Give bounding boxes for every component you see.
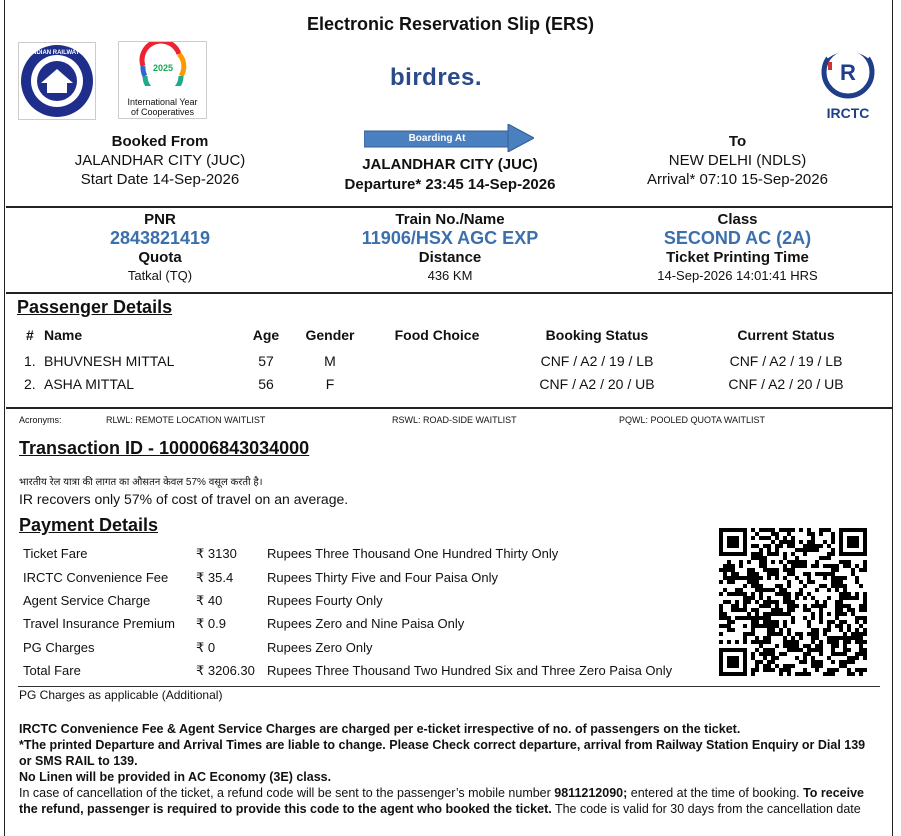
payment-amount: ₹ 3130 [196, 546, 237, 561]
acronym-rlwl: RLWL: REMOTE LOCATION WAITLIST [106, 415, 266, 425]
hindi-note: भारतीय रेल यात्रा की लागत का औसतन केवल 57% वसूल करती है। [19, 477, 263, 488]
coop-year: 2025 [152, 63, 174, 73]
train-label: Train No./Name [395, 211, 505, 228]
irctc-logo [816, 42, 880, 121]
col-current-status: Current Status [737, 327, 835, 343]
cooperatives-logo [118, 41, 207, 119]
boarding-block [320, 156, 580, 193]
payment-words: Rupees Thirty Five and Four Paisa Only [267, 570, 498, 585]
payment-label: IRCTC Convenience Fee [23, 570, 169, 585]
start-date: Start Date 14-Sep-2026 [80, 171, 240, 188]
payment-label: Total Fare [23, 663, 81, 678]
passenger-gender: F [325, 376, 335, 392]
payment-amount: ₹ 0 [196, 640, 216, 655]
printing-value: 14-Sep-2026 14:01:41 HRS [657, 268, 818, 283]
col-gender: Gender [305, 327, 355, 343]
payment-words: Rupees Zero Only [267, 640, 373, 655]
divider [6, 407, 892, 409]
booking-status: CNF / A2 / 19 / LB [540, 353, 654, 369]
booked-from-block [60, 133, 260, 188]
train-block [320, 211, 580, 283]
booked-from-label: Booked From [111, 133, 209, 150]
brand-text: birdres. [390, 64, 483, 91]
pnr-block [60, 211, 260, 283]
payment-amount: ₹ 35.4 [196, 570, 234, 585]
passenger-details-title: Passenger Details [17, 297, 173, 317]
passenger-name: ASHA MITTAL [44, 376, 134, 392]
refund-text-1: In case of cancellation of the ticket, a refund code will be sent to the passenger’s mobile number [19, 786, 555, 800]
divider [6, 292, 892, 294]
quota-value: Tatkal (TQ) [127, 268, 193, 283]
refund-text-4: The code is valid for 30 days from the cancellation date [551, 802, 861, 816]
payment-label: PG Charges [23, 640, 95, 655]
notes-block [19, 721, 869, 817]
divider [18, 686, 880, 687]
passenger-age: 56 [258, 376, 274, 392]
refund-note [19, 785, 869, 817]
row-num: 2. [24, 376, 36, 392]
booking-status: CNF / A2 / 20 / UB [539, 376, 655, 392]
col-age: Age [252, 327, 280, 343]
page-title: Electronic Reservation Slip (ERS) [306, 14, 595, 34]
irctc-text: IRCTC [826, 105, 870, 121]
pg-charges-note: PG Charges as applicable (Additional) [19, 688, 223, 702]
to-block [620, 133, 855, 188]
payment-amount: ₹ 0.9 [196, 616, 226, 631]
payment-label: Travel Insurance Premium [23, 616, 175, 631]
col-num: # [26, 327, 34, 343]
class-label: Class [717, 211, 758, 228]
payment-words: Rupees Three Thousand Two Hundred Six and Three Zero Paisa Only [267, 663, 673, 678]
row-num: 1. [24, 353, 36, 369]
current-status: CNF / A2 / 20 / UB [728, 376, 844, 392]
refund-text-2: entered at the time of booking. [627, 786, 804, 800]
class-value: SECOND AC (2A) [663, 228, 812, 248]
arrival: Arrival* 07:10 15-Sep-2026 [647, 171, 828, 188]
payment-words: Rupees Zero and Nine Paisa Only [267, 616, 465, 631]
printing-label: Ticket Printing Time [666, 249, 809, 266]
class-block [610, 211, 865, 283]
indian-railways-text: INDIAN RAILWAYS [30, 50, 84, 56]
payment-words: Rupees Three Thousand One Hundred Thirty Only [267, 546, 559, 561]
refund-text-3: To receive the refund, passenger is required to provide this code to the agent who booked the ticket. [19, 786, 865, 816]
payment-label: Ticket Fare [23, 546, 88, 561]
english-note: IR recovers only 57% of cost of travel on an average. [19, 491, 349, 507]
pnr-value: 2843821419 [109, 228, 211, 248]
payment-words: Rupees Fourty Only [267, 593, 383, 608]
payment-details-title: Payment Details [19, 515, 159, 535]
coop-caption-1: International Year [127, 97, 198, 107]
boarding-station: JALANDHAR CITY (JUC) [362, 156, 538, 173]
linen-note: No Linen will be provided in AC Economy (3E) class. [19, 770, 332, 784]
indian-railways-logo [18, 42, 96, 120]
col-food: Food Choice [394, 327, 480, 343]
svg-text:R: R [840, 60, 856, 85]
col-booking-status: Booking Status [545, 327, 649, 343]
coop-caption-2: of Cooperatives [130, 107, 195, 117]
to-station: NEW DELHI (NDLS) [668, 152, 807, 169]
distance-label: Distance [418, 249, 482, 266]
booked-from-station: JALANDHAR CITY (JUC) [74, 152, 246, 169]
fee-note: IRCTC Convenience Fee & Agent Service Charges are charged per e-ticket irrespective of no. of passengers on the ticket. [19, 722, 741, 736]
times-note: *The printed Departure and Arrival Times are liable to change. Please Check correct departure, arrival from Railway Station Enquiry or Dial 139 or SMS RAIL to 139. [19, 738, 866, 768]
divider [6, 206, 892, 208]
passenger-age: 57 [258, 353, 274, 369]
acronyms-label: Acronyms: [19, 415, 62, 425]
boarding-arrow [364, 124, 534, 152]
refund-mobile: 9811212090; [554, 786, 628, 800]
passenger-name: BHUVNESH MITTAL [44, 353, 175, 369]
train-value: 11906/HSX AGC EXP [361, 228, 539, 248]
payment-label: Agent Service Charge [23, 593, 151, 608]
pnr-label: PNR [144, 211, 176, 228]
to-label: To [728, 133, 747, 150]
acronym-pqwl: PQWL: POOLED QUOTA WAITLIST [619, 415, 766, 425]
distance-value: 436 KM [427, 268, 473, 283]
boarding-label: Boarding At [408, 133, 466, 144]
current-status: CNF / A2 / 19 / LB [729, 353, 843, 369]
passenger-gender: M [324, 353, 336, 369]
qr-code-icon [719, 528, 867, 676]
transaction-id: Transaction ID - 100006843034000 [19, 438, 310, 458]
payment-amount: ₹ 40 [196, 593, 223, 608]
acronym-rswl: RSWL: ROAD-SIDE WAITLIST [392, 415, 517, 425]
payment-amount: ₹ 3206.30 [196, 663, 255, 678]
departure: Departure* 23:45 14-Sep-2026 [344, 176, 556, 193]
quota-label: Quota [138, 249, 182, 266]
col-name: Name [44, 327, 83, 343]
